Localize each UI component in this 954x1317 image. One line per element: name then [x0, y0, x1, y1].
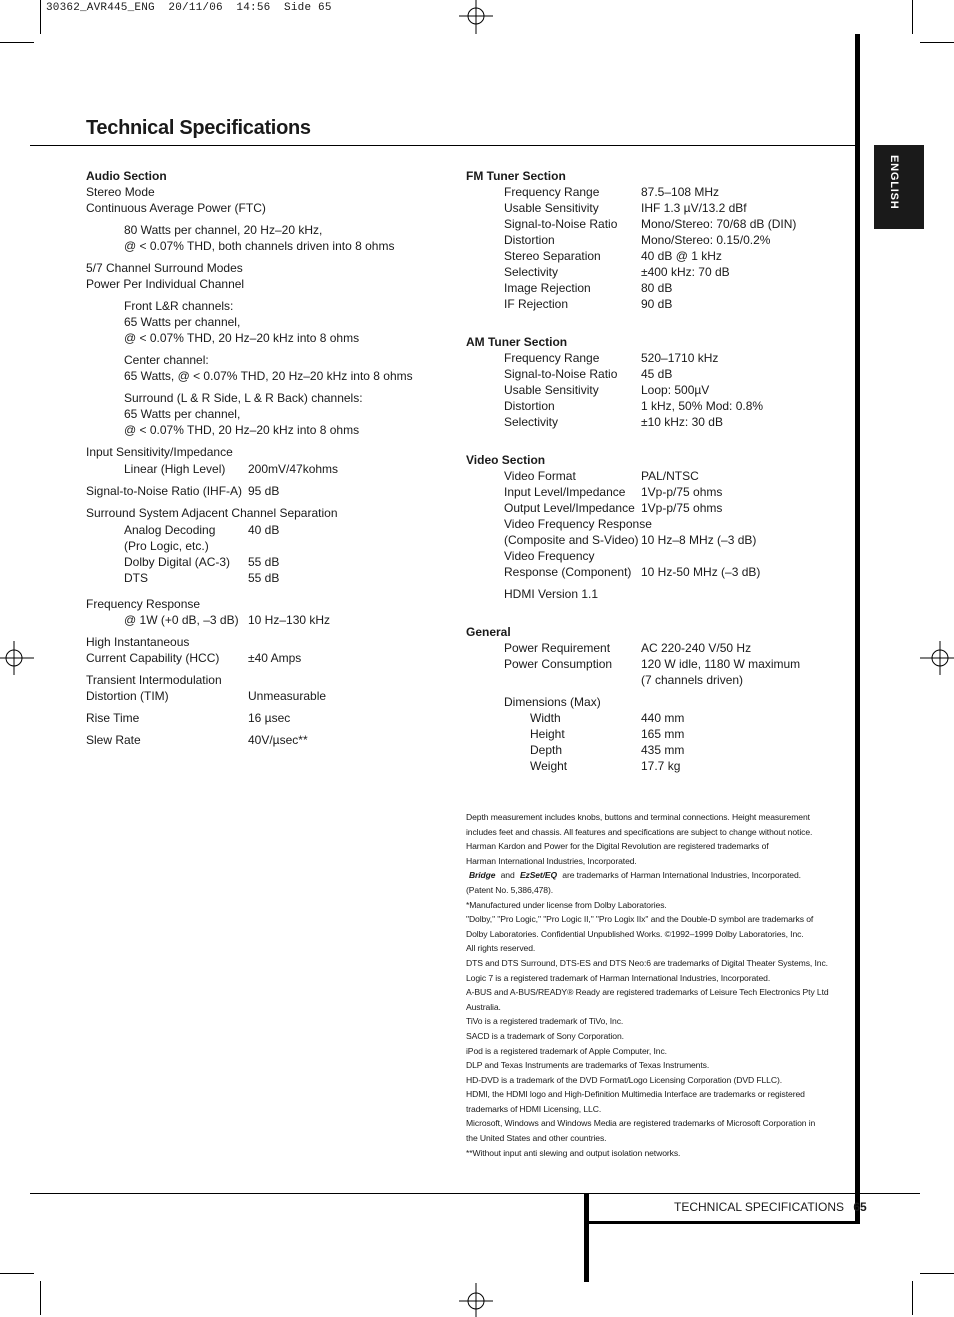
section-heading: AM Tuner Section — [466, 335, 568, 349]
note-line: SACD is a trademark of Sony Corporation. — [466, 1030, 624, 1041]
note-line: the United States and other countries. — [466, 1133, 607, 1144]
spec-label: Signal-to-Noise Ratio — [504, 367, 618, 381]
spec-value: 40 dB — [248, 523, 280, 537]
note-line: HDMI, the HDMI logo and High-Definition Multimedia Interface are trademarks or registered — [466, 1089, 805, 1100]
spec-row — [466, 516, 854, 532]
spec-row — [466, 382, 854, 398]
note-line: Harman Kardon and Power for the Digital Revolution are registered trademarks of — [466, 841, 769, 852]
note-line: "Dolby," "Pro Logic," "Pro Logic II," "Pro Logix IIx" and the Double-D symbol are trademarks of — [466, 914, 814, 925]
spec-row — [466, 564, 854, 580]
spec-value: 16 µsec — [248, 711, 291, 725]
spec-row — [466, 184, 854, 200]
note-line: DLP and Texas Instruments are trademarks of Texas Instruments. — [466, 1060, 710, 1071]
note-line: *Manufactured under license from Dolby Laboratories. — [466, 899, 667, 910]
spec-label: Continuous Average Power (FTC) — [86, 201, 266, 215]
bridge-logo: Bridge — [469, 870, 496, 881]
note-text: and — [500, 870, 515, 881]
section-heading: Video Section — [466, 453, 546, 467]
note-line: HD-DVD is a trademark of the DVD Format/Logo Licensing Corporation (DVD FLLC). — [466, 1074, 783, 1085]
note-line: All rights reserved. — [466, 943, 536, 954]
spec-value: 1Vp-p/75 ohms — [641, 485, 723, 499]
note-line: Depth measurement includes knobs, buttons and terminal connections. Height measurement — [466, 812, 810, 822]
spec-value: PAL/NTSC — [641, 469, 699, 483]
spec-row — [86, 688, 456, 704]
spec-label: Distortion — [504, 399, 555, 413]
note-line: DTS and DTS Surround, DTS-ES and DTS Neo:6 are trademarks of Digital Theater Systems, Inc. — [466, 957, 828, 968]
spec-row — [466, 216, 854, 232]
spec-row — [86, 570, 456, 586]
spec-value: Unmeasurable — [248, 689, 327, 703]
spec-value: 520–1710 kHz — [641, 351, 719, 365]
spec-label: Selectivity — [504, 415, 559, 429]
footer-label: TECHNICAL SPECIFICATIONS — [674, 1200, 845, 1214]
spec-label: Video Format — [504, 469, 576, 483]
spec-label: Stereo Mode — [86, 185, 155, 199]
spec-value: 80 dB — [641, 281, 673, 295]
spec-label: Selectivity — [504, 265, 559, 279]
spec-row — [466, 710, 854, 726]
footer-underline — [589, 1221, 860, 1224]
note-line: Dolby Laboratories. Confidential Unpublished Works. ©1992–1999 Dolby Laboratories, Inc. — [466, 928, 804, 939]
spec-row — [86, 522, 456, 538]
spec-label: IF Rejection — [504, 297, 569, 311]
fm-spec-list — [466, 184, 854, 312]
spec-label: HDMI Version 1.1 — [504, 587, 599, 601]
right-margin-bar — [855, 34, 860, 1224]
spec-label: DTS — [124, 571, 148, 585]
spec-row — [466, 484, 854, 500]
spec-row — [466, 296, 854, 312]
section-heading: General — [466, 625, 511, 639]
spec-label: Stereo Separation — [504, 249, 601, 263]
spec-row — [466, 366, 854, 382]
spec-value: 10 Hz–8 MHz (–3 dB) — [641, 533, 757, 547]
note-line: Microsoft, Windows and Windows Media are registered trademarks of Microsoft Corporation in — [466, 1118, 816, 1129]
spec-row — [86, 483, 456, 499]
spec-label: Analog Decoding — [124, 523, 216, 537]
spec-value: 435 mm — [641, 743, 685, 757]
note-line: trademarks of HDMI Licensing, LLC. — [466, 1103, 602, 1114]
spec-value: Mono/Stereo: 70/68 dB (DIN) — [641, 217, 797, 231]
spec-label: Frequency Response — [86, 597, 201, 611]
spec-row — [86, 612, 456, 628]
spec-value: 440 mm — [641, 711, 685, 725]
spec-row — [466, 350, 854, 366]
registration-mark-icon — [459, 1283, 493, 1317]
spec-value: 17.7 kg — [641, 759, 681, 773]
spec-row — [86, 650, 456, 666]
registration-mark-icon — [0, 641, 34, 675]
spec-value: 45 dB — [641, 367, 673, 381]
spec-row — [86, 554, 456, 570]
spec-label: Weight — [530, 759, 568, 773]
spec-label: Image Rejection — [504, 281, 591, 295]
spec-text: @ < 0.07% THD, both channels driven into 8 ohms — [124, 239, 395, 253]
spec-value: 55 dB — [248, 555, 280, 569]
am-spec-list — [466, 350, 854, 430]
language-tab — [874, 145, 924, 229]
spec-row — [466, 468, 854, 484]
spec-row — [466, 414, 854, 430]
registration-mark-icon — [459, 0, 493, 34]
ezset-logo: EzSet/EQ — [519, 870, 557, 881]
spec-value: 200mV/47kohms — [248, 462, 339, 476]
note-line: **Without input anti slewing and output isolation networks. — [466, 1147, 681, 1158]
section-heading: Audio Section — [86, 169, 167, 183]
spec-label: Video Frequency — [504, 549, 595, 563]
spec-row — [466, 500, 854, 516]
spec-text: @ < 0.07% THD, 20 Hz–20 kHz into 8 ohms — [124, 331, 360, 345]
spec-label: 5/7 Channel Surround Modes — [86, 261, 243, 275]
spec-value: 95 dB — [248, 484, 280, 498]
spec-value: 1 kHz, 50% Mod: 0.8% — [641, 399, 764, 413]
spec-label: Power Per Individual Channel — [86, 277, 245, 291]
spec-row — [466, 398, 854, 414]
note-line: iPod is a registered trademark of Apple Computer, Inc. — [466, 1045, 667, 1056]
spec-value: 40V/µsec** — [248, 733, 308, 747]
spec-row — [466, 758, 854, 774]
language-tab-label: ENGLISH — [888, 155, 900, 210]
page-title: Technical Specifications — [86, 117, 311, 139]
spec-label: Input Level/Impedance — [504, 485, 626, 499]
legal-notes — [466, 810, 838, 1160]
video-spec-list — [466, 468, 854, 580]
spec-row — [86, 732, 456, 748]
page-number: 65 — [853, 1200, 867, 1214]
spec-label: Linear (High Level) — [124, 462, 226, 476]
spec-label: Transient Intermodulation — [86, 673, 222, 687]
spec-value: 120 W idle, 1180 W maximum — [641, 657, 801, 671]
spec-value: ±400 kHz: 70 dB — [641, 265, 730, 279]
spec-label: Width — [530, 711, 561, 725]
note-line: includes feet and chassis. All features and specifications are subject to change without notice. — [466, 826, 813, 837]
spec-label: Power Consumption — [504, 657, 613, 671]
spec-value: (7 channels driven) — [641, 673, 744, 687]
spec-text: 65 Watts per channel, — [124, 315, 241, 329]
spec-value: ±40 Amps — [248, 651, 302, 665]
spec-text: Front L&R channels: — [124, 299, 234, 313]
spec-value: 10 Hz-50 MHz (–3 dB) — [641, 565, 761, 579]
spec-label: Power Requirement — [504, 641, 611, 655]
spec-value: 87.5–108 MHz — [641, 185, 720, 199]
spec-value: 165 mm — [641, 727, 685, 741]
note-line — [466, 868, 838, 883]
spec-value: 90 dB — [641, 297, 673, 311]
spec-row — [466, 656, 854, 672]
spec-value: IHF 1.3 µV/13.2 dBf — [641, 201, 747, 215]
section-heading: FM Tuner Section — [466, 169, 566, 183]
spec-label: Input Sensitivity/Impedance — [86, 445, 233, 459]
spec-label: Rise Time — [86, 711, 140, 725]
note-line: Logic 7 is a registered trademark of Harman International Industries, Incorporated. — [466, 972, 771, 983]
footer-left-bar — [584, 1194, 589, 1282]
spec-label: Frequency Range — [504, 185, 600, 199]
spec-text: @ < 0.07% THD, 20 Hz–20 kHz into 8 ohms — [124, 423, 360, 437]
note-line: Harman International Industries, Incorporated. — [466, 855, 637, 866]
note-text: are trademarks of Harman International Industries, Incorporated. — [562, 870, 801, 881]
print-slug: 30362_AVR445_ENG 20/11/06 14:56 Side 65 — [46, 2, 332, 14]
spec-value: 40 dB @ 1 kHz — [641, 249, 722, 263]
spec-value: 55 dB — [248, 571, 280, 585]
spec-label: (Composite and S-Video) — [504, 533, 639, 547]
spec-row — [466, 200, 854, 216]
spec-label: Usable Sensitivity — [504, 383, 599, 397]
spec-row — [466, 640, 854, 656]
spec-label: Frequency Range — [504, 351, 600, 365]
spec-value: Loop: 500µV — [641, 383, 710, 397]
title-rule — [30, 145, 858, 146]
note-line: (Patent No. 5,386,478). — [466, 884, 554, 895]
spec-label: Usable Sensitivity — [504, 201, 599, 215]
spec-label: @ 1W (+0 dB, –3 dB) — [124, 613, 239, 627]
spec-row — [466, 248, 854, 264]
spec-label: Signal-to-Noise Ratio (IHF-A) — [86, 484, 243, 498]
spec-label: Dolby Digital (AC-3) — [124, 555, 231, 569]
page-footer — [674, 1200, 867, 1214]
spec-label: Output Level/Impedance — [504, 501, 635, 515]
spec-value: ±10 kHz: 30 dB — [641, 415, 723, 429]
spec-row — [86, 461, 456, 477]
audio-section — [86, 168, 456, 748]
spec-text: Center channel: — [124, 353, 209, 367]
dimension-list — [466, 710, 854, 774]
footer-rule — [30, 1193, 920, 1194]
spec-label: (Pro Logic, etc.) — [124, 539, 209, 553]
spec-text: Surround (L & R Side, L & R Back) channels: — [124, 391, 363, 405]
spec-label: Distortion — [504, 233, 555, 247]
note-line: Australia. — [466, 1001, 501, 1012]
tuner-video-general-sections — [466, 168, 854, 774]
spec-text: 80 Watts per channel, 20 Hz–20 kHz, — [124, 223, 323, 237]
spec-label: Distortion (TIM) — [86, 689, 169, 703]
spec-value: Mono/Stereo: 0.15/0.2% — [641, 233, 771, 247]
spec-row — [466, 264, 854, 280]
spec-value: 10 Hz–130 kHz — [248, 613, 331, 627]
spec-label: High Instantaneous — [86, 635, 190, 649]
spec-label: Dimensions (Max) — [504, 695, 601, 709]
note-line: TiVo is a registered trademark of TiVo, Inc. — [466, 1016, 624, 1027]
spec-text: 65 Watts, @ < 0.07% THD, 20 Hz–20 kHz into 8 ohms — [124, 369, 413, 383]
registration-mark-icon — [920, 641, 954, 675]
spec-label: Signal-to-Noise Ratio — [504, 217, 618, 231]
spec-row — [466, 232, 854, 248]
spec-label: Slew Rate — [86, 733, 141, 747]
spec-label: Video Frequency Response — [504, 517, 652, 531]
spec-label: Current Capability (HCC) — [86, 651, 220, 665]
spec-label: Height — [530, 727, 565, 741]
spec-value: 1Vp-p/75 ohms — [641, 501, 723, 515]
spec-row — [466, 280, 854, 296]
spec-row — [466, 726, 854, 742]
spec-row — [466, 742, 854, 758]
spec-label: Depth — [530, 743, 563, 757]
spec-row — [466, 672, 854, 688]
spec-text: 65 Watts per channel, — [124, 407, 241, 421]
spec-row — [466, 532, 854, 548]
spec-label: Response (Component) — [504, 565, 632, 579]
spec-row — [86, 710, 456, 726]
spec-row — [466, 548, 854, 564]
note-line: A-BUS and A-BUS/READY® Ready are registered trademarks of Leisure Tech Electronics Pty Ltd — [466, 987, 829, 998]
spec-value: AC 220-240 V/50 Hz — [641, 641, 752, 655]
spec-label: Surround System Adjacent Channel Separation — [86, 506, 338, 520]
